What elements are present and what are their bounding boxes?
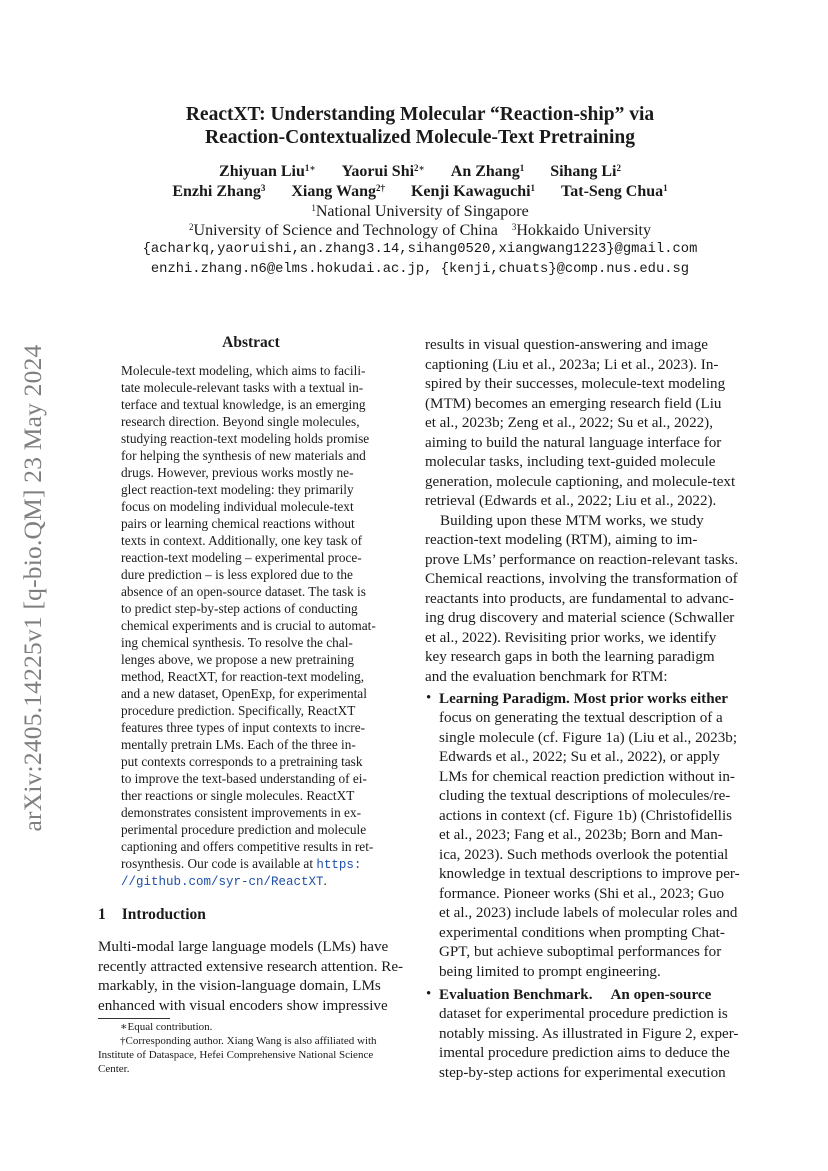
abstract-line: to predict step-by-step actions of conducting	[121, 601, 358, 616]
abstract-line: studying reaction-text modeling holds promise	[121, 431, 370, 446]
body-line: Chemical reactions, involving the transformation of	[425, 571, 738, 587]
author: Xiang Wang$^{2\dagger}$	[291, 183, 385, 200]
body-line: (MTM) becomes an emerging research field (Liu	[425, 396, 722, 412]
bullet-line: cluding the textual descriptions of molecules/re-	[439, 788, 731, 804]
body-line: Building upon these MTM works, we study	[440, 513, 704, 529]
abstract-line: terface and textual knowledge, is an emerging	[121, 397, 366, 412]
abstract-line: procedure prediction. Specifically, ReactXT	[121, 703, 356, 718]
abstract-line: mentally pretrain LMs. Each of the three in-	[121, 737, 356, 752]
bullet-line: focus on generating the textual description of a	[439, 710, 723, 726]
bullet-line: ica, 2023). Such methods overlook the potential	[439, 847, 729, 863]
bullet-line: single molecule (cf. Figure 1a) (Liu et al., 2023b;	[439, 730, 738, 746]
bullet-line: notably missing. As illustrated in Figure 2, exper-	[439, 1026, 739, 1042]
bullet-line: Learning Paradigm. Most prior works either	[439, 691, 728, 707]
bullet-line: being limited to prompt engineering.	[439, 964, 661, 980]
abstract-line: and a new dataset, OpenExp, for experimental	[121, 686, 367, 701]
abstract-line: method, ReactXT, for reaction-text modeling,	[121, 669, 365, 684]
abstract-line: ing chemical synthesis. To resolve the chal-	[121, 635, 353, 650]
abstract-heading: Abstract	[222, 334, 280, 351]
author: Zhiyuan Liu$^{1∗}$	[219, 163, 316, 180]
abstract-line: absence of an open-source dataset. The task is	[121, 584, 366, 599]
author: An Zhang$^1$	[450, 163, 525, 180]
intro-line: enhanced with visual encoders show impressive	[98, 998, 388, 1014]
abstract-line: to improve the text-based understanding of ei-	[121, 771, 367, 786]
author: Yaorui Shi$^{2∗}$	[341, 163, 425, 180]
footnote-equal-contribution: ∗Equal contribution.	[120, 1021, 213, 1033]
footnote-corresponding: Institute of Dataspace, Hefei Comprehensive National Science	[98, 1049, 374, 1061]
arxiv-stamp: arXiv:2405.14225v1 [q-bio.QM] 23 May 2024	[18, 344, 47, 832]
authors-row-1	[100, 163, 740, 181]
intro-line: recently attracted extensive research attention. Re-	[98, 959, 404, 975]
bullet-marker: •	[426, 690, 432, 706]
abstract-line: texts in context. Additionally, one key task of	[121, 533, 363, 548]
abstract-line: research direction. Beyond single molecules,	[121, 414, 360, 429]
body-line: results in visual question-answering and image	[425, 337, 708, 353]
intro-line: markably, in the vision-language domain, LMs	[98, 978, 381, 994]
abstract-line: ther reactions or single molecules. ReactXT	[121, 788, 355, 803]
abstract-line: put contexts corresponds to a pretraining task	[121, 754, 363, 769]
abstract-line: rosynthesis. Our code is available at https:	[121, 856, 362, 872]
footnote-corresponding: †Corresponding author. Xiang Wang is also affiliated with	[120, 1035, 377, 1047]
body-line: aiming to build the natural language interface for	[425, 435, 722, 451]
body-line: and the evaluation benchmark for RTM:	[425, 669, 668, 685]
email-line-2: enzhi.zhang.n6@elms.hokudai.ac.jp, {kenji,chuats}@comp.nus.edu.sg	[150, 262, 690, 277]
author: Tat-Seng Chua$^1$	[561, 183, 668, 200]
abstract-line: chemical experiments and is crucial to automat-	[121, 618, 376, 633]
author: Sihang Li$^2$	[550, 163, 621, 180]
bullet-line: knowledge in textual descriptions to improve per-	[439, 866, 740, 882]
section-heading-introduction: 1 Introduction	[98, 906, 206, 923]
paper-title-line-1: ReactXT: Understanding Molecular “Reaction-ship” via	[185, 104, 655, 125]
body-line: et al., 2023b; Zeng et al., 2022; Su et al., 2022),	[425, 415, 713, 431]
abstract-line: captioning and offers competitive results in ret-	[121, 839, 374, 854]
abstract-line: tate molecule-relevant tasks with a textual in-	[121, 380, 364, 395]
bullet-line: et al., 2023; Fang et al., 2023b; Born and Man-	[439, 827, 723, 843]
bullet-line: LMs for chemical reaction prediction without in-	[439, 769, 735, 785]
abstract-line: for helping the synthesis of new materials and	[121, 448, 366, 463]
paper-title-line-2: Reaction-Contextualized Molecule-Text Pretraining	[205, 127, 635, 148]
bullet-line: Edwards et al., 2022; Su et al., 2022), or apply	[439, 749, 720, 765]
body-line: et al., 2022). Revisiting prior works, we identify	[425, 630, 717, 646]
affiliation-1: $^1$National University of Singapore	[311, 203, 529, 220]
email-line-1: {acharkq,yaoruishi,an.zhang3.14,sihang0520,xiangwang1223}@gmail.com	[142, 242, 698, 257]
abstract-line: Molecule-text modeling, which aims to facili-	[121, 363, 366, 378]
author: Kenji Kawaguchi$^1$	[410, 183, 536, 200]
bullet-line: Evaluation Benchmark. An open-source	[439, 987, 712, 1003]
body-line: spired by their successes, molecule-text modeling	[425, 376, 726, 392]
bullet-line: dataset for experimental procedure prediction is	[439, 1006, 728, 1022]
code-link[interactable]: //github.com/syr-cn/ReactXT	[121, 875, 324, 889]
body-line: reactants into products, are fundamental to advanc-	[425, 591, 734, 607]
bullet-line: et al., 2023) include labels of molecular roles and	[439, 905, 738, 921]
abstract-line: reaction-text modeling – experimental proce-	[121, 550, 362, 565]
abstract-line: glect reaction-text modeling: they primarily	[121, 482, 354, 497]
abstract-line: lenges above, we propose a new pretraining	[121, 652, 354, 667]
body-line: molecular tasks, including text-guided molecule	[425, 454, 716, 470]
abstract-line: perimental procedure prediction and molecule	[121, 822, 367, 837]
bullet-line: imental procedure prediction aims to deduce the	[439, 1045, 730, 1061]
bullet-line: actions in context (cf. Figure 1b) (Christofidellis	[439, 808, 733, 824]
bullet-line: GPT, but achieve suboptimal performances for	[439, 944, 722, 960]
abstract-line: dure prediction – is less explored due to the	[121, 567, 353, 582]
abstract-line: //github.com/syr-cn/ReactXT.	[121, 873, 327, 889]
affiliation-2-3: $^2$University of Science and Technology of China $^3$Hokkaido University	[189, 222, 651, 239]
abstract-line: demonstrates consistent improvements in ex-	[121, 805, 362, 820]
body-line: generation, molecule captioning, and molecule-text	[425, 474, 736, 490]
body-line: prove LMs’ performance on reaction-relevant tasks.	[425, 552, 739, 568]
bullet-line: step-by-step actions for experimental execution	[439, 1065, 726, 1081]
abstract-line: focus on modeling individual molecule-text	[121, 499, 354, 514]
footnote-corresponding: Center.	[98, 1063, 130, 1075]
bullet-marker: •	[426, 986, 432, 1002]
footnote-rule	[98, 1018, 170, 1019]
bullet-line: experimental conditions when prompting Chat-	[439, 925, 725, 941]
body-line: retrieval (Edwards et al., 2022; Liu et al., 2022).	[425, 493, 717, 509]
authors-row-2	[100, 183, 740, 201]
intro-line: Multi-modal large language models (LMs) have	[98, 939, 389, 955]
bullet-line: formance. Pioneer works (Shi et al., 2023; Guo	[439, 886, 725, 902]
abstract-line: drugs. However, previous works mostly ne-	[121, 465, 354, 480]
body-line: captioning (Liu et al., 2023a; Li et al., 2023). In-	[425, 357, 719, 373]
author: Enzhi Zhang$^3$	[172, 183, 266, 200]
code-link[interactable]: https:	[316, 858, 362, 872]
body-line: ing drug discovery and material science (Schwaller	[425, 610, 735, 626]
abstract-line: pairs or learning chemical reactions without	[121, 516, 355, 531]
body-line: reaction-text modeling (RTM), aiming to im-	[425, 532, 698, 548]
abstract-line: features three types of input contexts to incre-	[121, 720, 366, 735]
body-line: key research gaps in both the learning paradigm	[425, 649, 715, 665]
